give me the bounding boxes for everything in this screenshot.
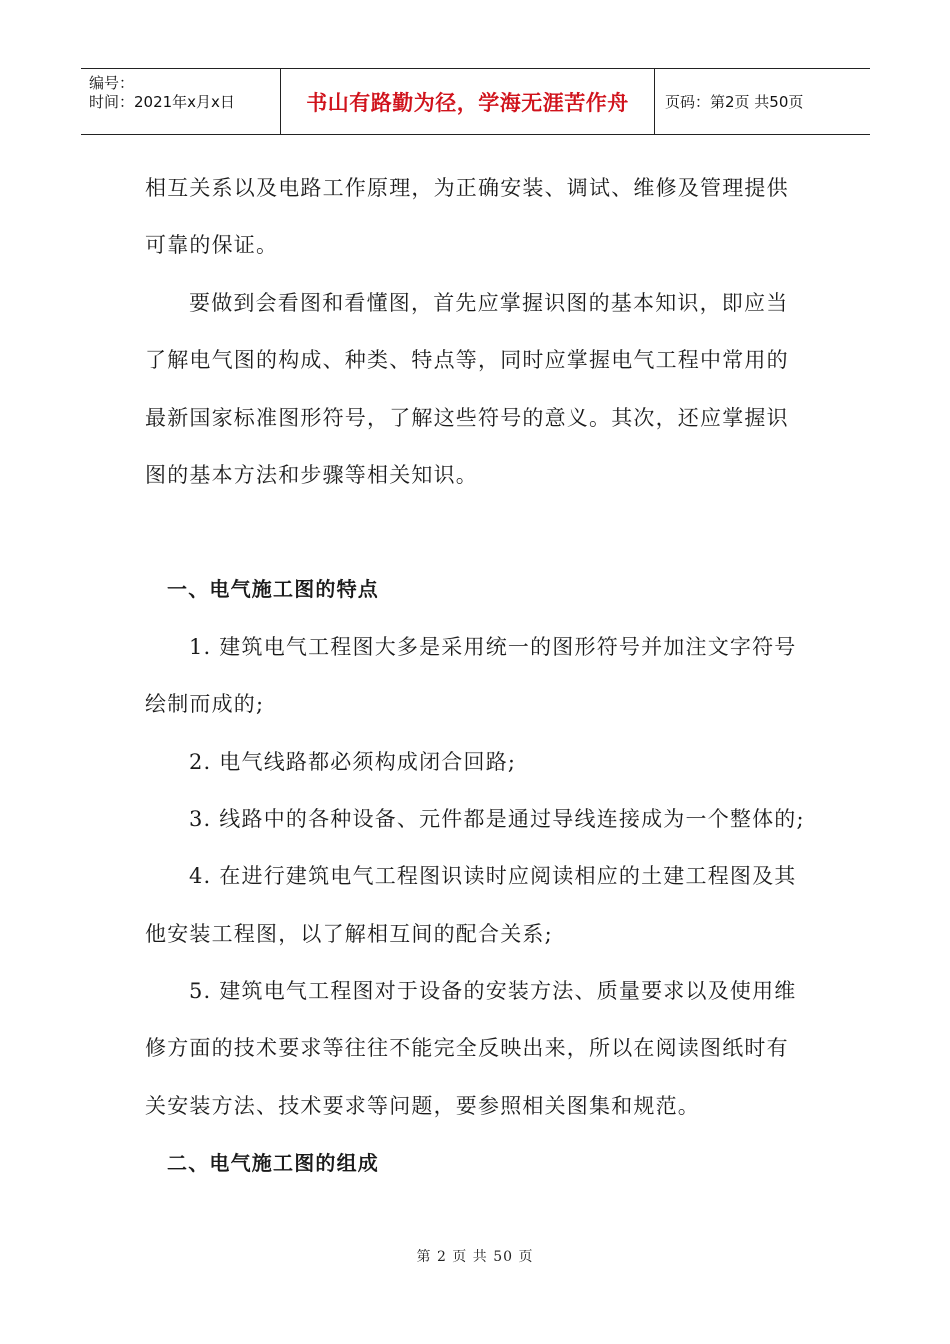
document-number-label: 编号： [89, 74, 135, 92]
list-item-line: 他安装工程图，以了解相互间的配合关系; [145, 921, 553, 946]
paragraph-line: 图的基本方法和步骤等相关知识。 [145, 462, 478, 487]
header-motto-cell [281, 69, 655, 134]
list-item-line: 3. 线路中的各种设备、元件都是通过导线连接成为一个整体的; [189, 806, 805, 831]
section-heading: 二、电气施工图的组成 [167, 1151, 379, 1176]
list-item-line: 关安装方法、技术要求等问题，要参照相关图集和规范。 [145, 1093, 700, 1118]
list-item-line: 修方面的技术要求等往往不能完全反映出来，所以在阅读图纸时有 [145, 1036, 789, 1061]
section-heading: 一、电气施工图的特点 [167, 577, 379, 602]
list-item-line: 2. 电气线路都必须构成闭合回路; [189, 749, 517, 774]
page-footer: 第 2 页 共 50 页 [416, 1249, 534, 1265]
document-body [145, 160, 825, 1193]
list-item-line: 5. 建筑电气工程图对于设备的安装方法、质量要求以及使用维 [189, 979, 797, 1004]
document-header [81, 68, 870, 135]
header-page-info: 页码：第2页 共50页 [665, 93, 804, 111]
list-item-line: 绘制而成的; [145, 692, 265, 717]
header-motto: 书山有路勤为径，学海无涯苦作舟 [306, 90, 629, 115]
list-item-line: 1. 建筑电气工程图大多是采用统一的图形符号并加注文字符号 [189, 634, 797, 659]
list-item-line: 4. 在进行建筑电气工程图识读时应阅读相应的土建工程图及其 [189, 864, 797, 889]
paragraph-line: 要做到会看图和看懂图，首先应掌握识图的基本知识，即应当 [189, 290, 789, 315]
header-page-cell [655, 69, 870, 134]
paragraph-line: 了解电气图的构成、种类、特点等，同时应掌握电气工程中常用的 [145, 348, 789, 373]
paragraph-line: 可靠的保证。 [145, 233, 279, 258]
blank-line [145, 504, 825, 561]
header-meta-cell [81, 69, 281, 134]
paragraph-line: 最新国家标准图形符号，了解这些符号的意义。其次，还应掌握识 [145, 405, 789, 430]
document-date-label: 时间：2021年x月x日 [89, 93, 235, 111]
paragraph-line: 相互关系以及电路工作原理，为正确安装、调试、维修及管理提供 [145, 176, 789, 200]
